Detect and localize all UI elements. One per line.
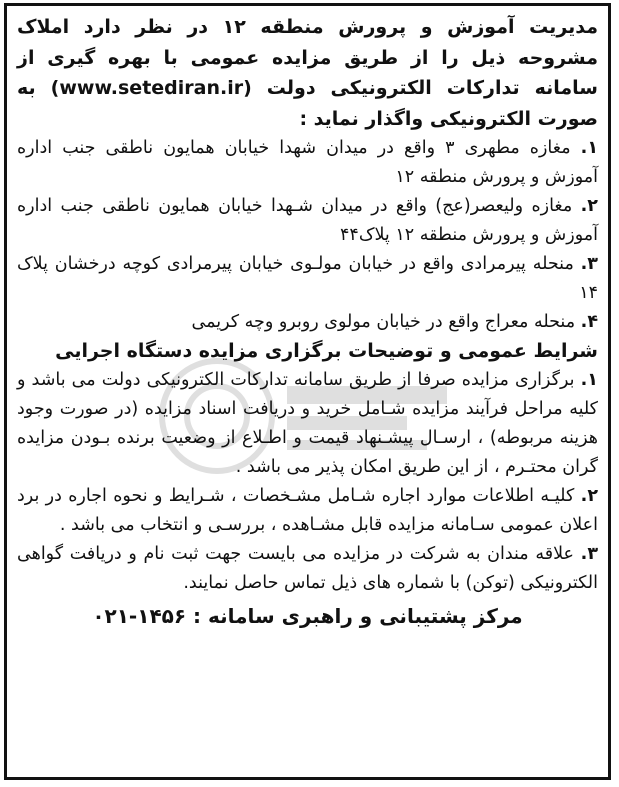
condition-item [17,366,598,482]
announcement-frame [4,3,611,780]
support-label: مرکز پشتیبانی و راهبری سامانه : [193,604,523,628]
item-text: مغازه ولیعصر(عج) واقع در میدان شـهدا خیابان همایون ناطقی جنب اداره آموزش و پرورش منطقه ۱۲ پلاک۴۴ [17,196,598,245]
item-number: ۱. [580,138,598,158]
property-item [17,308,598,337]
item-number: ۳. [580,254,598,274]
intro-end-text: به صورت الکترونیکی واگذار نماید : [17,77,598,130]
item-text: برگزاری مزایده صرفا از طریق سامانه تدارکات الکترونیکی دولت می باشد و کلیه مراحل فرآیند مزایده شـامل خرید و دریافت اسناد مزایده (در صورت وجود هزینه مربوطه) ، ارسـال پیشـنهاد قیمت و اطـلاع از وضعیت برنده بـودن مزایده گران محتـرم ، از این طریق امکان پذیر می باشد . [17,370,598,477]
property-item [17,134,598,192]
website-link[interactable]: (www.setediran.ir) [50,77,252,99]
condition-item [17,540,598,598]
item-text: کلیـه اطلاعات موارد اجاره شـامل مشـخصات ، شـرایط و نحوه اجاره در برد اعلان عمومی سـامانه مزایده قابل مشـاهده ، بررسـی و انتخاب می باشد . [17,486,598,535]
support-phone: ۰۲۱-۱۴۵۶ [92,604,187,628]
conditions-heading: شرایط عمومی و توضیحات برگزاری مزایده دستگاه اجرایی [55,340,598,362]
intro-text: مدیریت آموزش و پرورش منطقه ۱۲ در نظر دارد املاک مشروحه ذیل را از طریق مزایده عمومی با بهره گیری از سامانه تدارکات الکترونیکی دولت [17,16,599,99]
item-number: ۴. [580,312,598,332]
item-number: ۲. [580,486,598,506]
item-number: ۱. [580,370,598,390]
item-number: ۳. [580,544,598,564]
condition-item [17,482,598,540]
conditions-list [17,366,598,598]
item-text: علاقه مندان به شرکت در مزایده می بایست جهت ثبت نام و دریافت گواهی الکترونیکی (توکن) با شماره های ذیل تماس حاصل نمایند. [17,544,598,593]
item-text: منحله معراج واقع در خیابان مولوی روبرو وچه کریمی [191,312,576,332]
item-number: ۲. [580,196,598,216]
property-item [17,250,598,308]
item-text: منحله پیرمرادی واقع در خیابان مولـوی خیابان پیرمرادی کوچه درخشان پلاک ۱۴ [17,254,598,303]
item-text: مغازه مطهری ۳ واقع در میدان شهدا خیابان همایون ناطقی جنب اداره آموزش و پرورش منطقه ۱۲ [17,138,598,187]
property-list [17,134,598,337]
property-item [17,192,598,250]
announcement-intro [17,12,598,134]
support-footer [17,600,598,632]
